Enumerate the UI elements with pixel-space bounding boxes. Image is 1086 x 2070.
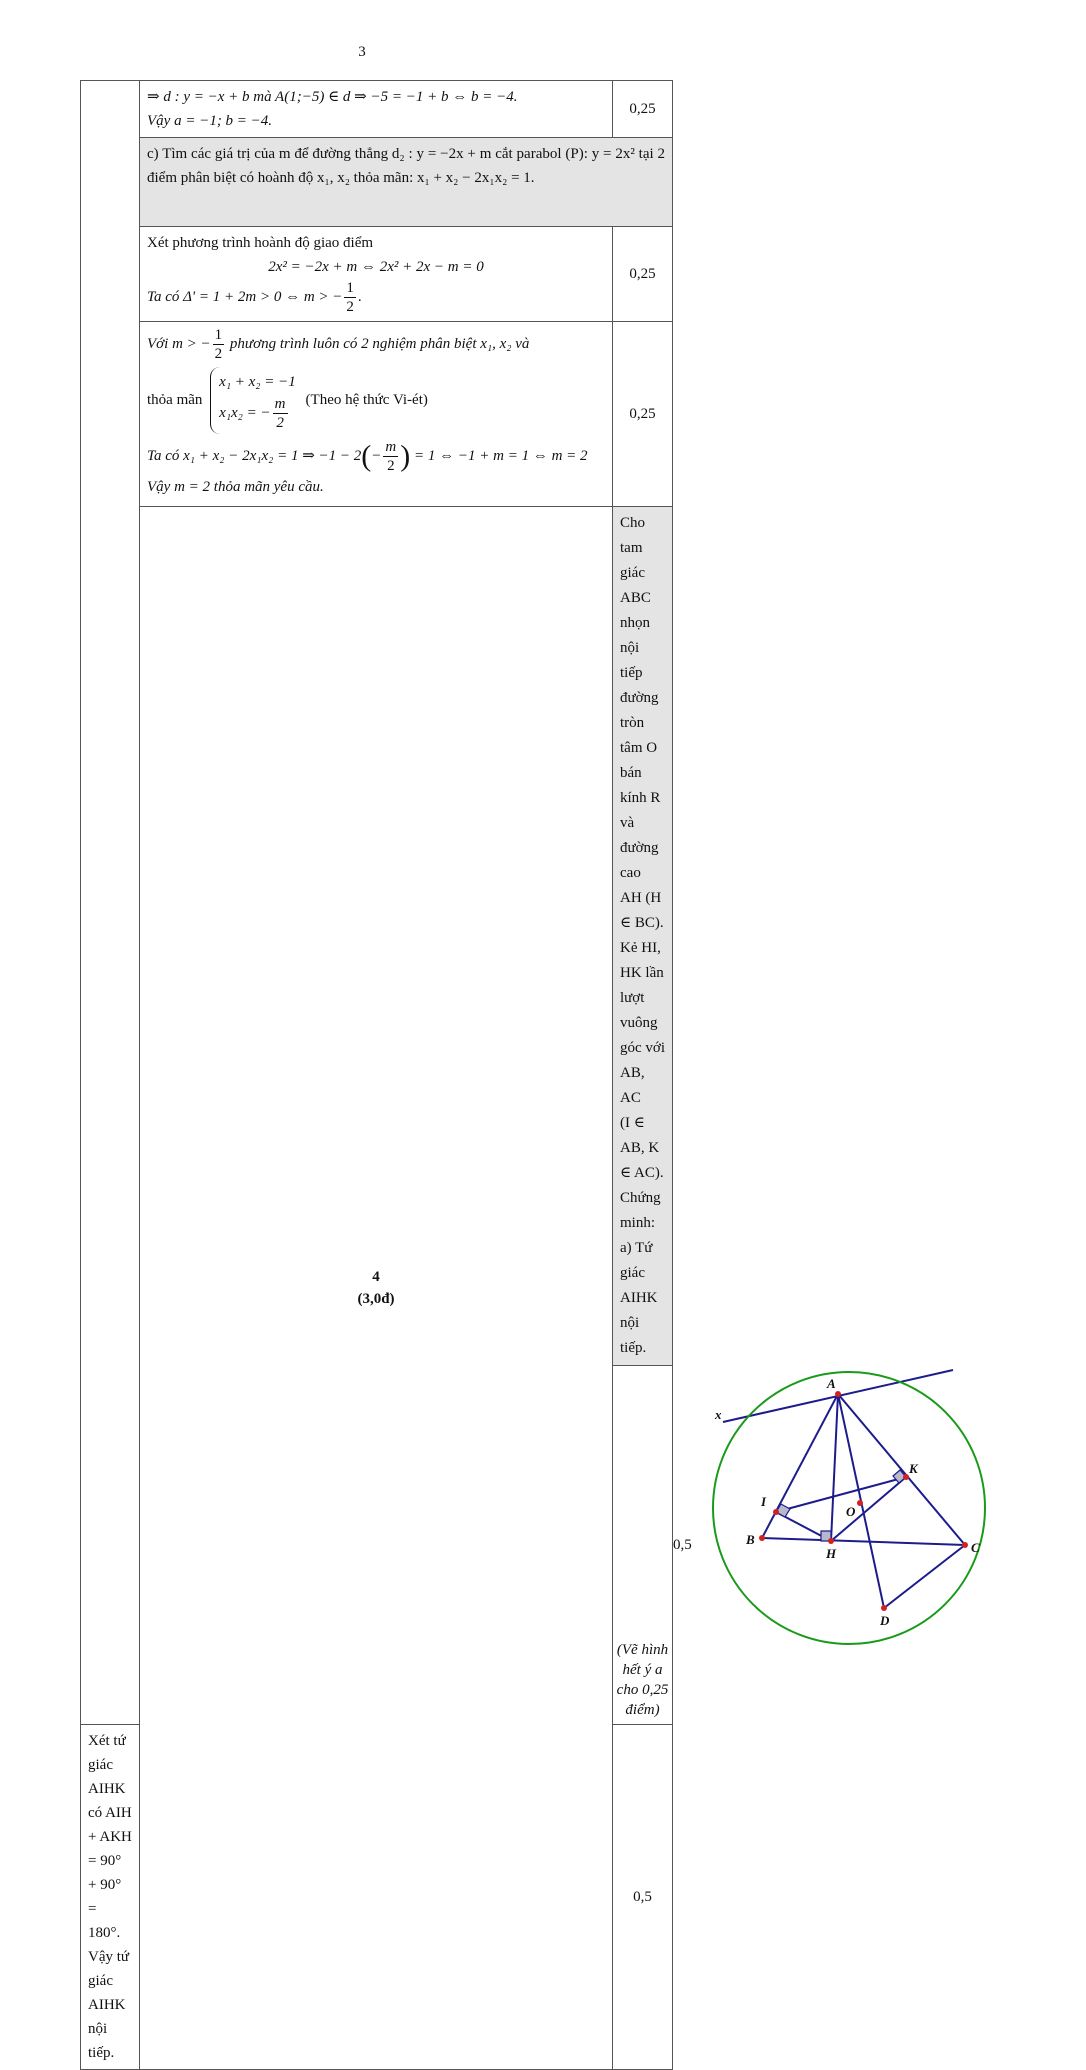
point-C <box>962 1542 968 1548</box>
segment-AC <box>838 1394 965 1545</box>
table-row <box>81 507 673 1366</box>
label-x: x <box>715 1407 722 1422</box>
geometry-diagram <box>613 1370 1086 1640</box>
score-cell: 0,25 <box>613 81 673 138</box>
solution-line: ⇒ d : y = −x + b mà A(1;−5) ∈ d ⇒ −5 = −1 + b ⇔ b = −4. <box>147 89 518 105</box>
label-I: I <box>761 1494 767 1509</box>
page-number: 3 <box>358 44 366 60</box>
point-O <box>857 1500 863 1506</box>
label-H: H <box>826 1546 837 1561</box>
table-row <box>81 138 673 227</box>
proof-line: AIHK nội tiếp. <box>88 1997 126 2061</box>
proof-line: Xét tứ giác AIHK có AIH + AKH = 90° + 90° = 180°. Vậy tứ giác <box>88 1733 132 1989</box>
prompt-line: Cho tam giác ABC nhọn nội tiếp đường tròn tâm O bán kính R và đường <box>620 515 661 856</box>
altitude-AH <box>831 1394 838 1541</box>
point-H <box>828 1538 834 1544</box>
question-number-cell-empty <box>81 81 140 1725</box>
question-points: (3,0đ) <box>357 1291 395 1307</box>
solution-line: Với m > − $\frac{1}{2}$ phương trình luôn có 2 nghiệm phân biệt x₁, x₂ và <box>147 327 530 362</box>
label-C: C <box>971 1540 980 1555</box>
table-row <box>81 81 673 138</box>
label-D: D <box>880 1613 890 1628</box>
segment-AB <box>762 1394 838 1538</box>
point-A <box>835 1391 841 1397</box>
discriminant-line: Ta có Δ' = 1 + 2m > 0 ⇔ m > − $\frac{1}{2}$ . <box>147 280 362 315</box>
fraction: $\frac{1}{2}$ <box>346 280 354 315</box>
solution-line: Ta có x₁ + x₂ − 2x₁x₂ = 1 ⇒ −1 − 2(− $\frac{m}{2}$ ) = 1 ⇔ −1 + m = 1 ⇔ m = 2 <box>147 439 588 474</box>
conclusion-line: Vậy m = 2 thỏa mãn yêu cầu. <box>147 479 324 495</box>
question-number-cell <box>140 507 613 2070</box>
table-row <box>81 227 673 322</box>
score-cell: 0,5 <box>613 1725 673 2070</box>
point-B <box>759 1535 765 1541</box>
question-part-c: c) Tìm các giá trị của m để đường thẳng d₂ : y = −2x + m cắt parabol (P): y = 2x² tại 2 điểm phân biệt có hoành độ x₁, x₂ thỏa mãn: x₁ + x₂ − 2x₁x₂ = 1. <box>147 146 665 186</box>
label-B: B <box>746 1532 755 1547</box>
point-I <box>773 1509 779 1515</box>
table-row <box>81 322 673 507</box>
equation-system: x₁ + x₂ = −1 x₁x₂ = − $\frac{m}{2}$ <box>210 367 296 434</box>
segment-BC <box>762 1538 965 1545</box>
question-number: 4 <box>372 1269 380 1285</box>
label-A: A <box>827 1376 836 1391</box>
segment-CD <box>884 1545 965 1608</box>
score-cell: 0,25 <box>613 322 673 507</box>
label-K: K <box>909 1461 918 1476</box>
solution-line: Xét phương trình hoành độ giao điểm <box>147 235 374 251</box>
vieta-system: thỏa mãn x₁ + x₂ = −1 x₁x₂ = − $\frac{m}{2}$ (Theo hệ thức Vi-ét) <box>147 367 605 434</box>
table-row: A B C D H I K O x (Vẽ hình hết ý a cho 0,25 điểm) 0,5 <box>81 1366 673 1725</box>
label-O: O <box>846 1504 856 1519</box>
figure-caption: (Vẽ hình hết ý a cho 0,25 điểm) <box>616 1642 669 1718</box>
prompt-line: (I ∈ AB, K ∈ AC). Chứng minh: <box>620 1115 664 1231</box>
prompt-line: a) Tứ giác AIHK nội tiếp. <box>620 1240 658 1356</box>
prompt-line: cao AH (H ∈ BC). Kẻ HI, HK lần lượt vuông góc với AB, AC <box>620 865 666 1106</box>
solution-line: Vậy a = −1; b = −4. <box>147 113 273 129</box>
equation-line: 2x² = −2x + m ⇔ 2x² + 2x − m = 0 <box>268 259 484 275</box>
score-cell: 0,25 <box>613 227 673 322</box>
answer-table <box>80 80 980 2070</box>
point-D <box>881 1605 887 1611</box>
